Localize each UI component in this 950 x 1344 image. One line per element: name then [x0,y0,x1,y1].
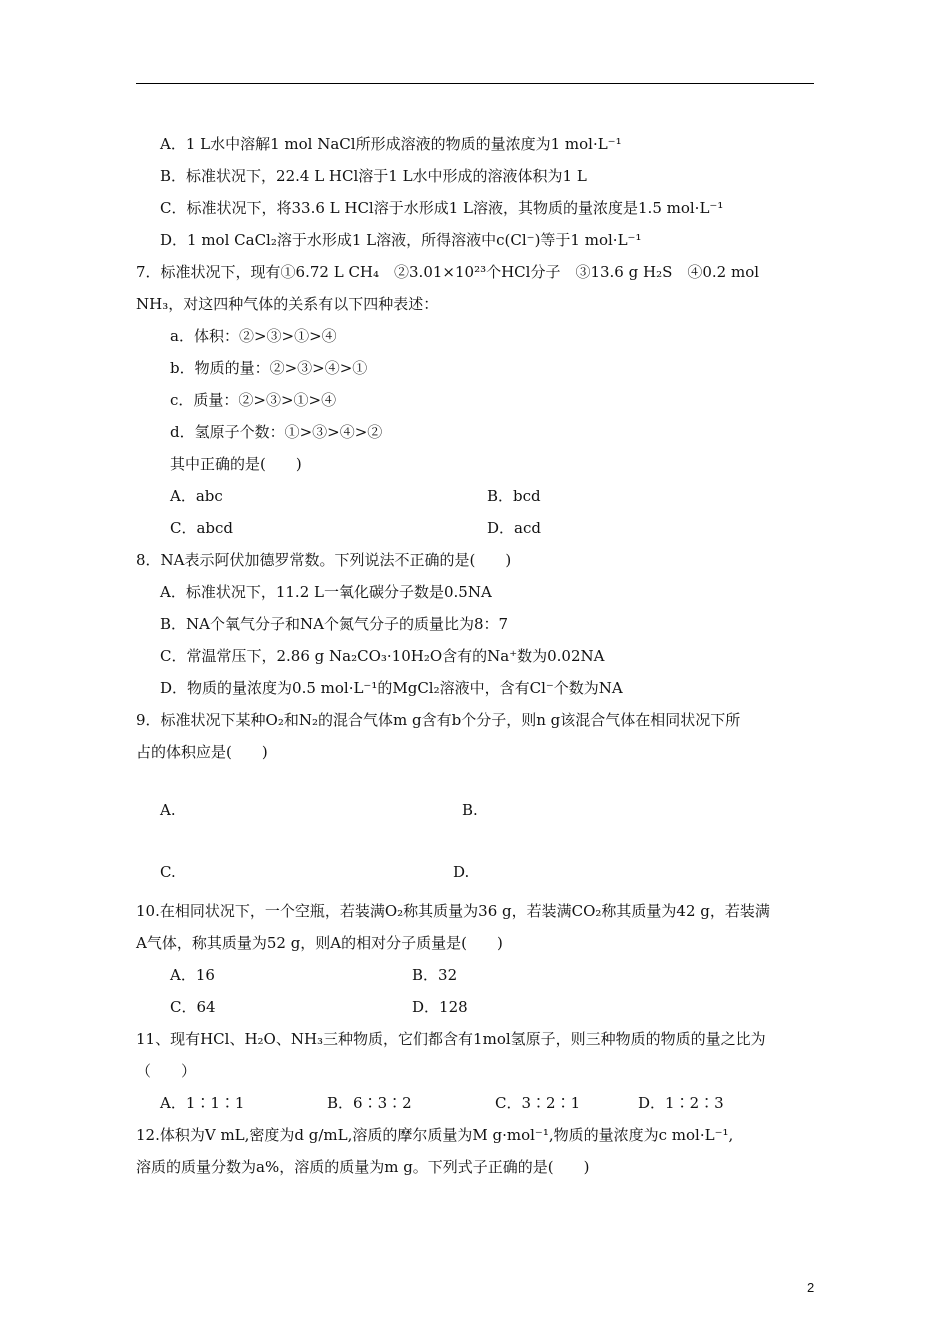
q10-option-c: C．64 [170,998,216,1016]
q11-option-a: A．1∶1∶1 [160,1094,245,1112]
q7-statement-d: d．氢原子个数：①>③>④>② [170,423,383,441]
q8-option-b: B．NA个氧气分子和NA个氮气分子的质量比为8：7 [160,615,509,633]
q8-option-c: C．常温常压下，2.86 g Na₂CO₃·10H₂O含有的Na⁺数为0.02NA [160,647,605,665]
q7-statement-c: c．质量：②>③>①>④ [170,391,337,409]
q10-option-a: A．16 [170,966,215,984]
q10-option-d: D．128 [412,998,468,1016]
q7-statement-b: b．物质的量：②>③>④>① [170,359,368,377]
q9-stem-line2: 占的体积应是( ) [136,743,268,761]
header-rule [136,83,814,84]
q9-option-b: B. [462,801,478,819]
q6-option-d: D．1 mol CaCl₂溶于水形成1 L溶液，所得溶液中c(Cl⁻)等于1 mol·L⁻¹ [160,231,642,249]
q11-option-d: D．1∶2∶3 [638,1094,724,1112]
q9-option-c: C. [160,863,176,881]
q7-prompt: 其中正确的是( ) [170,455,302,473]
q6-option-c: C．标准状况下，将33.6 L HCl溶于水形成1 L溶液，其物质的量浓度是1.5 mol·L⁻¹ [160,199,724,217]
q9-option-d: D. [453,863,470,881]
q7-option-b: B．bcd [487,487,541,505]
q10-option-b: B．32 [412,966,458,984]
q6-option-b: B．标准状况下，22.4 L HCl溶于1 L水中形成的溶液体积为1 L [160,167,587,185]
q11-stem-line2: （ ） [136,1062,197,1080]
q8-option-a: A．标准状况下，11.2 L一氧化碳分子数是0.5NA [160,583,492,601]
q12-stem-line1: 12.体积为V mL,密度为d g/mL,溶质的摩尔质量为M g·mol⁻¹,物质的量浓度为c mol·L⁻¹, [136,1126,734,1144]
q12-stem-line2: 溶质的质量分数为a%，溶质的质量为m g。下列式子正确的是( ) [136,1158,590,1176]
q8-stem: 8．NA表示阿伏加德罗常数。下列说法不正确的是( ) [136,551,512,569]
q11-option-b: B．6∶3∶2 [327,1094,412,1112]
q7-option-c: C．abcd [170,519,234,537]
q6-option-a: A．1 L水中溶解1 mol NaCl所形成溶液的物质的量浓度为1 mol·L⁻¹ [160,135,622,153]
q7-option-d: D．acd [487,519,541,537]
q9-stem-line1: 9．标准状况下某种O₂和N₂的混合气体m g含有b个分子，则n g该混合气体在相同状况下所 [136,711,741,729]
q7-option-a: A．abc [170,487,223,505]
q7-statement-a: a．体积：②>③>①>④ [170,327,337,345]
q9-option-a: A. [160,801,176,819]
q7-stem-line2: NH₃，对这四种气体的关系有以下四种表述： [136,295,439,313]
q7-stem-line1: 7．标准状况下，现有①6.72 L CH₄ ②3.01×10²³个HCl分子 ③13.6 g H₂S ④0.2 mol [136,263,760,281]
q10-stem-line2: A气体，称其质量为52 g，则A的相对分子质量是( ) [136,934,503,952]
q8-option-d: D．物质的量浓度为0.5 mol·L⁻¹的MgCl₂溶液中，含有Cl⁻个数为NA [160,679,623,697]
page-number: 2 [807,1280,815,1295]
q11-stem-line1: 11、现有HCl、H₂O、NH₃三种物质，它们都含有1mol氢原子，则三种物质的物质的量之比为 [136,1030,766,1048]
q11-option-c: C．3∶2∶1 [495,1094,581,1112]
q10-stem-line1: 10.在相同状况下，一个空瓶，若装满O₂称其质量为36 g，若装满CO₂称其质量为42 g，若装满 [136,902,770,920]
